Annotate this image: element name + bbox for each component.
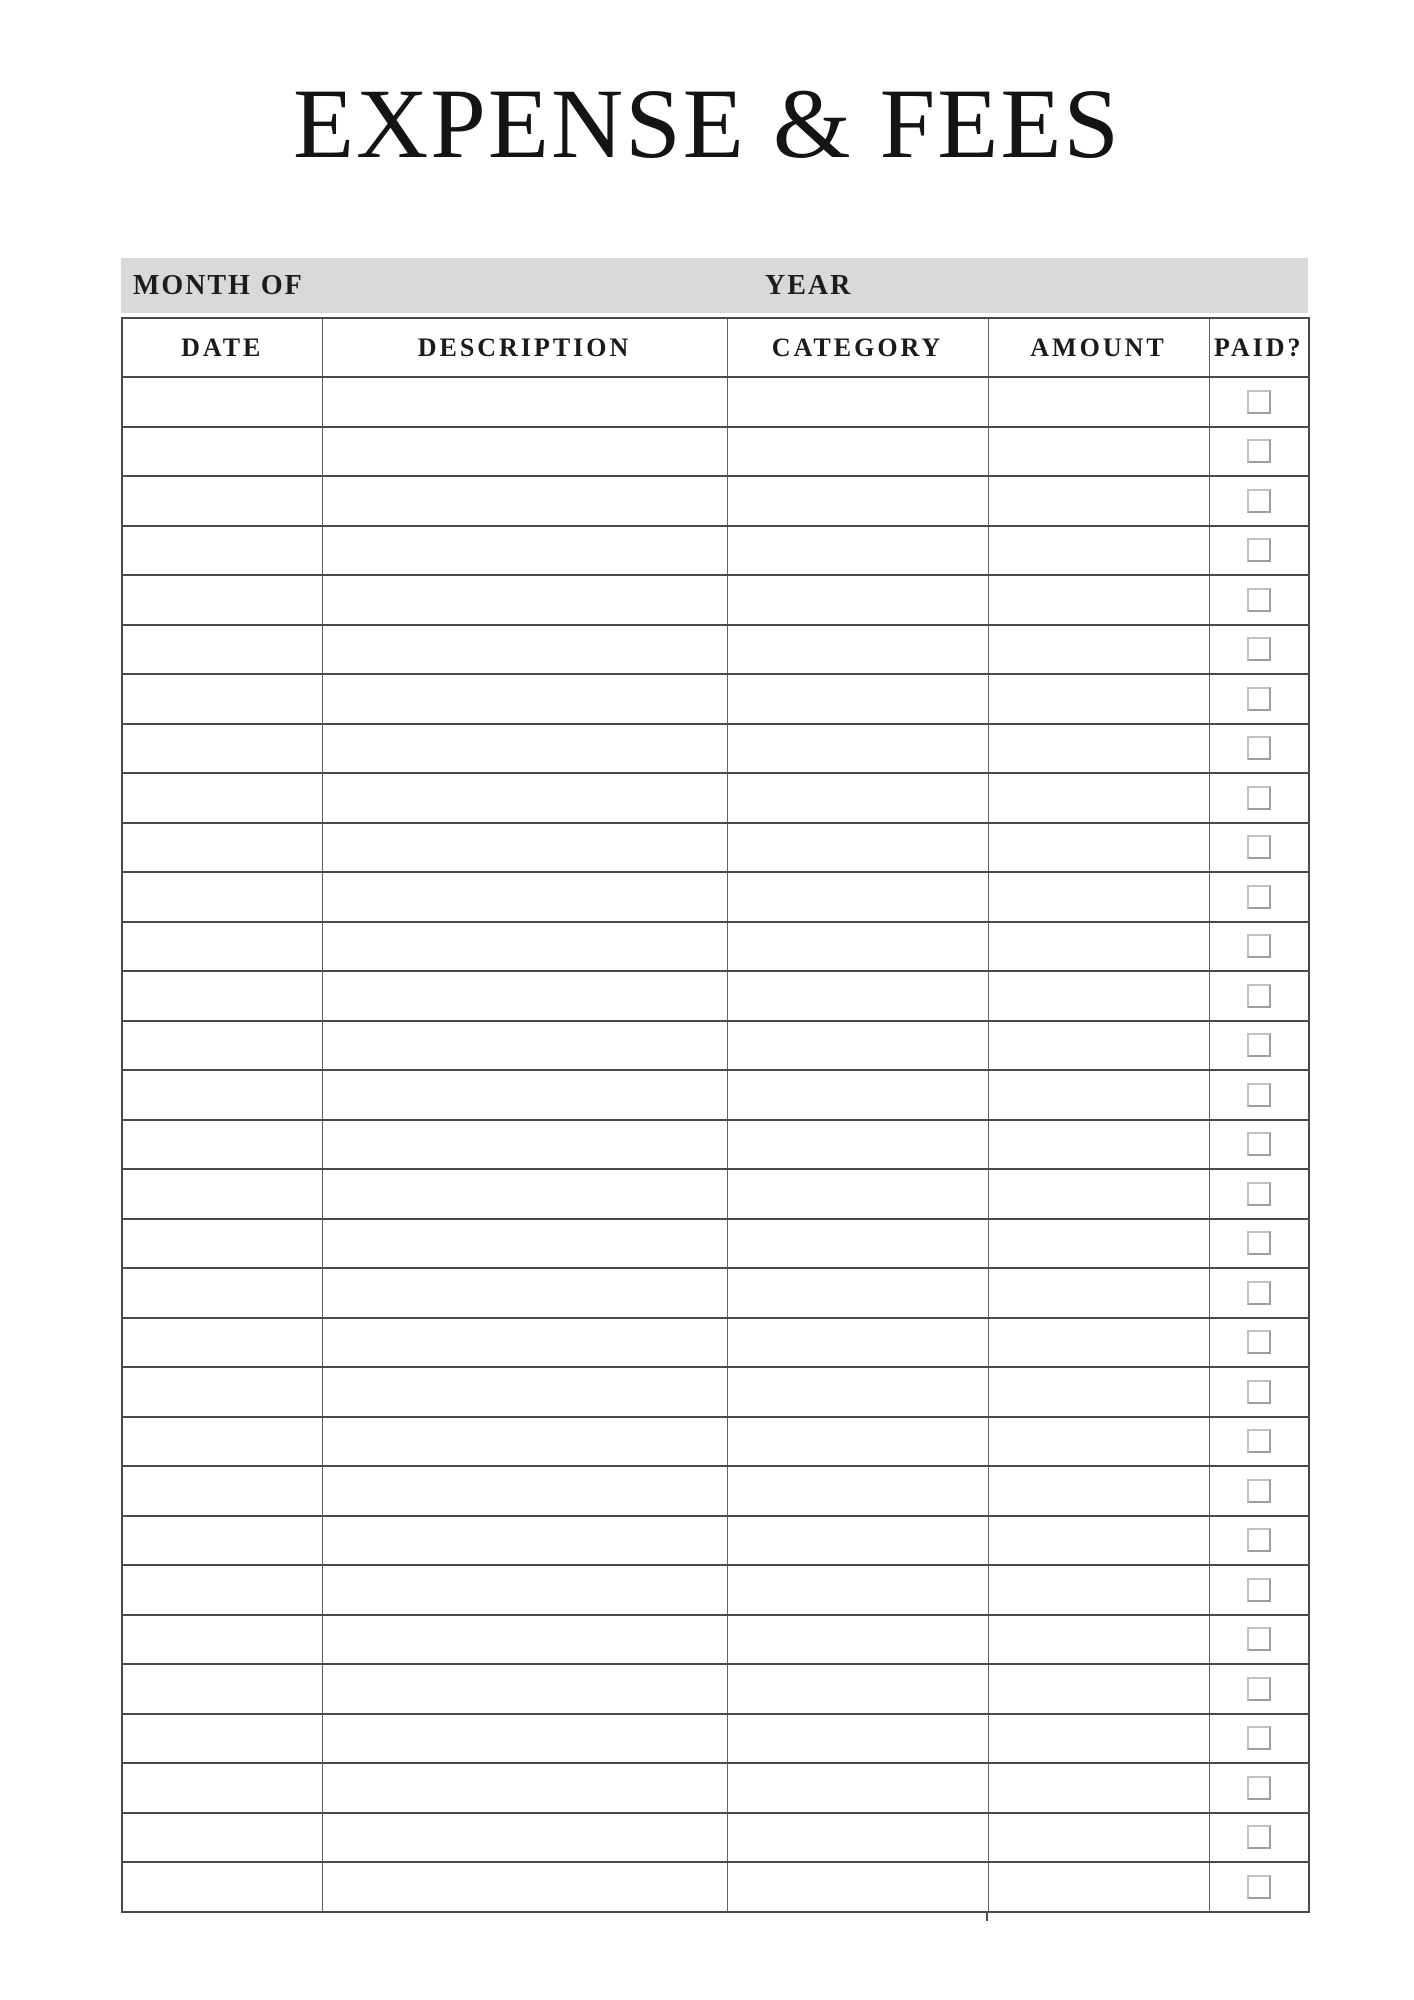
amount-cell[interactable] (988, 872, 1209, 922)
amount-cell[interactable] (988, 922, 1209, 972)
amount-cell[interactable] (988, 1169, 1209, 1219)
paid-checkbox[interactable] (1247, 1677, 1271, 1701)
description-cell[interactable] (322, 1516, 727, 1566)
paid-checkbox[interactable] (1247, 1875, 1271, 1899)
amount-cell[interactable] (988, 971, 1209, 1021)
paid-cell[interactable] (1209, 1813, 1309, 1863)
table-row (122, 1268, 1309, 1318)
paid-checkbox[interactable] (1247, 1578, 1271, 1602)
date-cell[interactable] (122, 1367, 322, 1417)
date-cell[interactable] (122, 1813, 322, 1863)
paid-cell[interactable] (1209, 1466, 1309, 1516)
amount-cell[interactable] (988, 1516, 1209, 1566)
paid-cell[interactable] (1209, 674, 1309, 724)
column-header-category: CATEGORY (727, 318, 988, 377)
paid-checkbox[interactable] (1247, 1380, 1271, 1404)
paid-cell[interactable] (1209, 1763, 1309, 1813)
table-row (122, 575, 1309, 625)
paid-checkbox[interactable] (1247, 1825, 1271, 1849)
table-row (122, 1466, 1309, 1516)
amount-cell[interactable] (988, 1615, 1209, 1665)
paid-cell[interactable] (1209, 1268, 1309, 1318)
table-row (122, 1813, 1309, 1863)
category-cell[interactable] (727, 971, 988, 1021)
paid-checkbox[interactable] (1247, 489, 1271, 513)
paid-checkbox[interactable] (1247, 588, 1271, 612)
amount-cell[interactable] (988, 674, 1209, 724)
category-cell[interactable] (727, 476, 988, 526)
table-row (122, 526, 1309, 576)
table-row (122, 476, 1309, 526)
paid-cell[interactable] (1209, 1070, 1309, 1120)
description-cell[interactable] (322, 1565, 727, 1615)
amount-cell[interactable] (988, 575, 1209, 625)
amount-cell[interactable] (988, 823, 1209, 873)
description-cell[interactable] (322, 1417, 727, 1467)
paid-cell[interactable] (1209, 1615, 1309, 1665)
header-row (122, 318, 1309, 377)
year-input-area[interactable] (971, 258, 1301, 313)
amount-cell[interactable] (988, 1219, 1209, 1269)
date-cell[interactable] (122, 1219, 322, 1269)
category-cell[interactable] (727, 872, 988, 922)
paid-cell[interactable] (1209, 377, 1309, 427)
description-cell[interactable] (322, 1318, 727, 1368)
date-cell[interactable] (122, 1417, 322, 1467)
category-cell[interactable] (727, 1219, 988, 1269)
paid-checkbox[interactable] (1247, 835, 1271, 859)
amount-cell[interactable] (988, 476, 1209, 526)
table-row (122, 377, 1309, 427)
table-row (122, 1714, 1309, 1764)
paid-checkbox[interactable] (1247, 885, 1271, 909)
paid-checkbox[interactable] (1247, 1083, 1271, 1107)
table-row (122, 1565, 1309, 1615)
amount-cell[interactable] (988, 1021, 1209, 1071)
date-cell[interactable] (122, 823, 322, 873)
paid-checkbox[interactable] (1247, 637, 1271, 661)
description-cell[interactable] (322, 724, 727, 774)
date-cell[interactable] (122, 872, 322, 922)
category-cell[interactable] (727, 427, 988, 477)
description-cell[interactable] (322, 1169, 727, 1219)
paid-checkbox[interactable] (1247, 984, 1271, 1008)
category-cell[interactable] (727, 1070, 988, 1120)
month-of-input-area[interactable] (411, 258, 756, 313)
amount-cell[interactable] (988, 1862, 1209, 1912)
description-cell[interactable] (322, 1367, 727, 1417)
paid-cell[interactable] (1209, 427, 1309, 477)
paid-checkbox[interactable] (1247, 390, 1271, 414)
category-cell[interactable] (727, 1516, 988, 1566)
paid-checkbox[interactable] (1247, 786, 1271, 810)
table-row (122, 1120, 1309, 1170)
paid-checkbox[interactable] (1247, 1033, 1271, 1057)
date-cell[interactable] (122, 1169, 322, 1219)
paid-cell[interactable] (1209, 823, 1309, 873)
paid-cell[interactable] (1209, 1367, 1309, 1417)
description-cell[interactable] (322, 1268, 727, 1318)
paid-checkbox[interactable] (1247, 1231, 1271, 1255)
paid-cell[interactable] (1209, 773, 1309, 823)
date-cell[interactable] (122, 971, 322, 1021)
year-label: YEAR (765, 269, 853, 301)
table-row (122, 773, 1309, 823)
paid-checkbox[interactable] (1247, 1776, 1271, 1800)
amount-cell[interactable] (988, 526, 1209, 576)
table-row (122, 922, 1309, 972)
amount-cell[interactable] (988, 1813, 1209, 1863)
amount-cell[interactable] (988, 1318, 1209, 1368)
category-cell[interactable] (727, 1120, 988, 1170)
table-body (122, 377, 1309, 1912)
category-cell[interactable] (727, 1169, 988, 1219)
date-cell[interactable] (122, 1021, 322, 1071)
amount-cell[interactable] (988, 377, 1209, 427)
table-row (122, 724, 1309, 774)
paid-cell[interactable] (1209, 1714, 1309, 1764)
table-row (122, 971, 1309, 1021)
amount-cell[interactable] (988, 1664, 1209, 1714)
paid-cell[interactable] (1209, 625, 1309, 675)
amount-cell[interactable] (988, 1367, 1209, 1417)
paid-cell[interactable] (1209, 476, 1309, 526)
description-cell[interactable] (322, 823, 727, 873)
expense-table-container (121, 317, 1308, 1913)
amount-cell[interactable] (988, 724, 1209, 774)
paid-cell[interactable] (1209, 1021, 1309, 1071)
paid-cell[interactable] (1209, 1318, 1309, 1368)
description-cell[interactable] (322, 971, 727, 1021)
date-cell[interactable] (122, 724, 322, 774)
paid-checkbox[interactable] (1247, 439, 1271, 463)
date-cell[interactable] (122, 1120, 322, 1170)
paid-cell[interactable] (1209, 922, 1309, 972)
category-cell[interactable] (727, 1615, 988, 1665)
description-cell[interactable] (322, 1021, 727, 1071)
category-cell[interactable] (727, 1318, 988, 1368)
amount-cell[interactable] (988, 1268, 1209, 1318)
paid-cell[interactable] (1209, 1516, 1309, 1566)
category-cell[interactable] (727, 922, 988, 972)
category-cell[interactable] (727, 823, 988, 873)
category-cell[interactable] (727, 1367, 988, 1417)
category-cell[interactable] (727, 1813, 988, 1863)
column-header-description: DESCRIPTION (322, 318, 727, 377)
description-cell[interactable] (322, 1664, 727, 1714)
paid-cell[interactable] (1209, 1169, 1309, 1219)
table-row (122, 1318, 1309, 1368)
table-row (122, 1070, 1309, 1120)
category-cell[interactable] (727, 1268, 988, 1318)
category-cell[interactable] (727, 625, 988, 675)
paid-cell[interactable] (1209, 872, 1309, 922)
paid-checkbox[interactable] (1247, 1330, 1271, 1354)
table-row (122, 1516, 1309, 1566)
category-cell[interactable] (727, 575, 988, 625)
category-cell[interactable] (727, 773, 988, 823)
column-header-amount: AMOUNT (988, 318, 1209, 377)
paid-cell[interactable] (1209, 1664, 1309, 1714)
description-cell[interactable] (322, 872, 727, 922)
paid-checkbox[interactable] (1247, 1479, 1271, 1503)
paid-checkbox[interactable] (1247, 1726, 1271, 1750)
amount-cell[interactable] (988, 1466, 1209, 1516)
paid-cell[interactable] (1209, 575, 1309, 625)
date-cell[interactable] (122, 1516, 322, 1566)
date-cell[interactable] (122, 1615, 322, 1665)
date-cell[interactable] (122, 427, 322, 477)
paid-cell[interactable] (1209, 1120, 1309, 1170)
expense-table (121, 317, 1310, 1913)
description-cell[interactable] (322, 1466, 727, 1516)
amount-cell[interactable] (988, 773, 1209, 823)
table-row (122, 427, 1309, 477)
category-cell[interactable] (727, 1417, 988, 1467)
category-cell[interactable] (727, 1466, 988, 1516)
paid-checkbox[interactable] (1247, 1627, 1271, 1651)
table-row (122, 1664, 1309, 1714)
table-row (122, 674, 1309, 724)
table-row (122, 1021, 1309, 1071)
table-row (122, 1763, 1309, 1813)
description-cell[interactable] (322, 1813, 727, 1863)
description-cell[interactable] (322, 1714, 727, 1764)
table-row (122, 1367, 1309, 1417)
category-cell[interactable] (727, 377, 988, 427)
page-title: EXPENSE & FEES (292, 68, 1122, 179)
amount-cell[interactable] (988, 1120, 1209, 1170)
category-cell[interactable] (727, 526, 988, 576)
amount-cell[interactable] (988, 427, 1209, 477)
description-cell[interactable] (322, 377, 727, 427)
paid-checkbox[interactable] (1247, 1281, 1271, 1305)
paid-checkbox[interactable] (1247, 1429, 1271, 1453)
paid-cell[interactable] (1209, 1219, 1309, 1269)
table-row (122, 1417, 1309, 1467)
paid-checkbox[interactable] (1247, 934, 1271, 958)
table-header (122, 318, 1309, 377)
description-cell[interactable] (322, 1763, 727, 1813)
amount-cell[interactable] (988, 1565, 1209, 1615)
paid-checkbox[interactable] (1247, 538, 1271, 562)
paid-cell[interactable] (1209, 1417, 1309, 1467)
column-header-date: DATE (122, 318, 322, 377)
date-cell[interactable] (122, 1070, 322, 1120)
date-cell[interactable] (122, 625, 322, 675)
month-year-bar (121, 258, 1308, 313)
date-cell[interactable] (122, 1466, 322, 1516)
date-cell[interactable] (122, 575, 322, 625)
category-cell[interactable] (727, 1714, 988, 1764)
date-cell[interactable] (122, 1268, 322, 1318)
paid-checkbox[interactable] (1247, 1528, 1271, 1552)
paid-checkbox[interactable] (1247, 687, 1271, 711)
paid-cell[interactable] (1209, 1565, 1309, 1615)
paid-cell[interactable] (1209, 526, 1309, 576)
amount-cell[interactable] (988, 1714, 1209, 1764)
description-cell[interactable] (322, 1219, 727, 1269)
table-row (122, 1615, 1309, 1665)
description-cell[interactable] (322, 1615, 727, 1665)
paid-checkbox[interactable] (1247, 736, 1271, 760)
table-row (122, 872, 1309, 922)
table-row (122, 823, 1309, 873)
date-cell[interactable] (122, 1714, 322, 1764)
paid-checkbox[interactable] (1247, 1182, 1271, 1206)
description-cell[interactable] (322, 625, 727, 675)
date-cell[interactable] (122, 773, 322, 823)
description-cell[interactable] (322, 922, 727, 972)
description-cell[interactable] (322, 674, 727, 724)
table-row (122, 1219, 1309, 1269)
description-cell[interactable] (322, 427, 727, 477)
date-cell[interactable] (122, 1664, 322, 1714)
paid-checkbox[interactable] (1247, 1132, 1271, 1156)
description-cell[interactable] (322, 575, 727, 625)
date-cell[interactable] (122, 476, 322, 526)
description-cell[interactable] (322, 476, 727, 526)
date-cell[interactable] (122, 922, 322, 972)
category-cell[interactable] (727, 1763, 988, 1813)
date-cell[interactable] (122, 1763, 322, 1813)
category-cell[interactable] (727, 674, 988, 724)
amount-cell[interactable] (988, 1070, 1209, 1120)
date-cell[interactable] (122, 1862, 322, 1912)
table-row (122, 1169, 1309, 1219)
category-cell[interactable] (727, 1565, 988, 1615)
paid-cell[interactable] (1209, 1862, 1309, 1912)
divider-tail (986, 1911, 988, 1921)
category-cell[interactable] (727, 1862, 988, 1912)
paid-cell[interactable] (1209, 971, 1309, 1021)
date-cell[interactable] (122, 674, 322, 724)
amount-cell[interactable] (988, 1763, 1209, 1813)
description-cell[interactable] (322, 773, 727, 823)
amount-cell[interactable] (988, 625, 1209, 675)
date-cell[interactable] (122, 1318, 322, 1368)
paid-cell[interactable] (1209, 724, 1309, 774)
month-of-label: MONTH OF (133, 269, 304, 301)
category-cell[interactable] (727, 1664, 988, 1714)
table-row (122, 625, 1309, 675)
description-cell[interactable] (322, 526, 727, 576)
description-cell[interactable] (322, 1862, 727, 1912)
table-row (122, 1862, 1309, 1912)
date-cell[interactable] (122, 377, 322, 427)
amount-cell[interactable] (988, 1417, 1209, 1467)
date-cell[interactable] (122, 526, 322, 576)
date-cell[interactable] (122, 1565, 322, 1615)
description-cell[interactable] (322, 1070, 727, 1120)
column-header-paid: PAID? (1209, 318, 1309, 377)
description-cell[interactable] (322, 1120, 727, 1170)
category-cell[interactable] (727, 724, 988, 774)
category-cell[interactable] (727, 1021, 988, 1071)
